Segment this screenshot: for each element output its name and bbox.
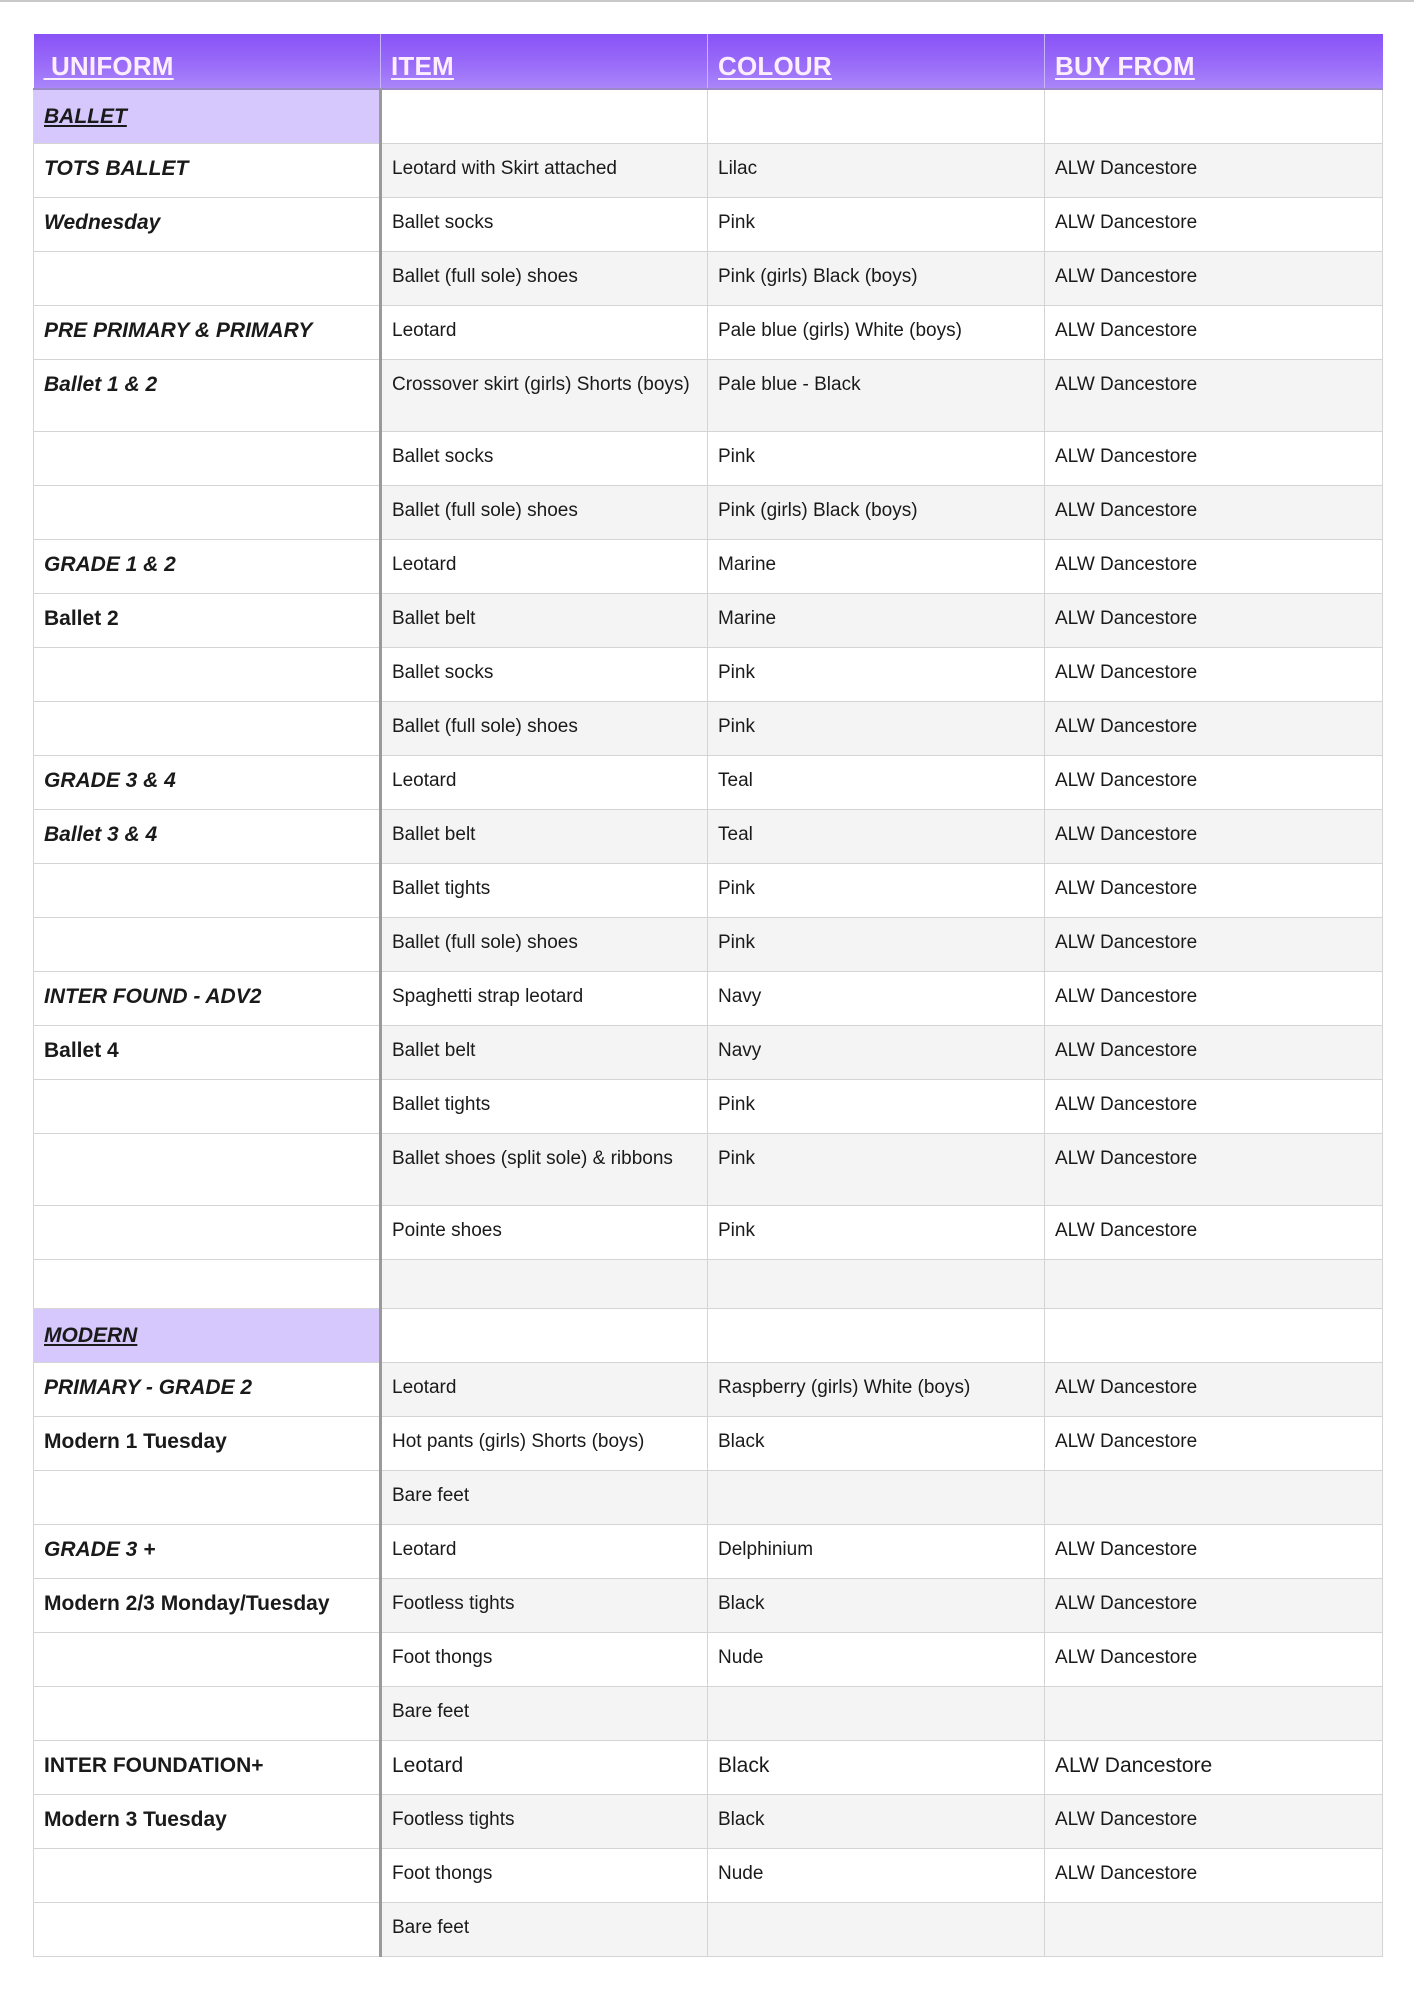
colour-cell: Pink (girls) Black (boys) xyxy=(708,251,1045,305)
uniform-cell: GRADE 3 + xyxy=(34,1524,381,1578)
item-cell: Leotard xyxy=(381,755,708,809)
colour-cell xyxy=(708,1470,1045,1524)
table-row xyxy=(34,539,1383,593)
table-row xyxy=(34,305,1383,359)
section-row-modern xyxy=(34,1308,1383,1362)
table-row xyxy=(34,1794,1383,1848)
buy-from-cell: ALW Dancestore xyxy=(1045,755,1383,809)
colour-cell: Black xyxy=(708,1740,1045,1794)
header-colour: COLOUR xyxy=(708,34,1045,89)
uniform-cell xyxy=(34,1470,381,1524)
item-cell: Foot thongs xyxy=(381,1848,708,1902)
table-cell xyxy=(34,1259,381,1308)
item-cell: Leotard xyxy=(381,305,708,359)
buy-from-cell: ALW Dancestore xyxy=(1045,1740,1383,1794)
section-title-ballet: BALLET xyxy=(34,89,381,143)
table-row xyxy=(34,431,1383,485)
table-row xyxy=(34,1524,1383,1578)
colour-cell: Teal xyxy=(708,755,1045,809)
buy-from-cell: ALW Dancestore xyxy=(1045,917,1383,971)
table-cell xyxy=(381,1259,708,1308)
uniform-cell xyxy=(34,251,381,305)
table-row xyxy=(34,755,1383,809)
table-cell xyxy=(381,1308,708,1362)
item-cell: Leotard xyxy=(381,1362,708,1416)
colour-cell: Pink xyxy=(708,1133,1045,1205)
uniform-cell xyxy=(34,1686,381,1740)
table-row xyxy=(34,1470,1383,1524)
section-title-modern: MODERN xyxy=(34,1308,381,1362)
buy-from-cell: ALW Dancestore xyxy=(1045,359,1383,431)
uniform-cell: PRIMARY - GRADE 2 xyxy=(34,1362,381,1416)
table-row xyxy=(34,197,1383,251)
table-row xyxy=(34,485,1383,539)
buy-from-cell: ALW Dancestore xyxy=(1045,1794,1383,1848)
top-divider xyxy=(0,0,1414,2)
header-uniform xyxy=(34,34,381,89)
colour-cell: Delphinium xyxy=(708,1524,1045,1578)
uniform-cell: Ballet 4 xyxy=(34,1025,381,1079)
colour-cell: Pink xyxy=(708,1205,1045,1259)
table-row xyxy=(34,251,1383,305)
table-row xyxy=(34,701,1383,755)
item-cell: Leotard xyxy=(381,1740,708,1794)
table-row xyxy=(34,863,1383,917)
uniform-cell xyxy=(34,917,381,971)
colour-cell: Black xyxy=(708,1416,1045,1470)
item-cell: Leotard xyxy=(381,539,708,593)
table-row xyxy=(34,1416,1383,1470)
colour-cell: Pale blue (girls) White (boys) xyxy=(708,305,1045,359)
buy-from-cell: ALW Dancestore xyxy=(1045,485,1383,539)
uniform-cell: Ballet 1 & 2 xyxy=(34,359,381,431)
uniform-cell xyxy=(34,1848,381,1902)
colour-cell xyxy=(708,1686,1045,1740)
colour-cell: Pink xyxy=(708,431,1045,485)
header-item: ITEM xyxy=(381,34,708,89)
item-cell: Bare feet xyxy=(381,1470,708,1524)
colour-cell: Nude xyxy=(708,1632,1045,1686)
uniform-cell: TOTS BALLET xyxy=(34,143,381,197)
buy-from-cell: ALW Dancestore xyxy=(1045,1079,1383,1133)
buy-from-cell: ALW Dancestore xyxy=(1045,539,1383,593)
uniform-cell xyxy=(34,1079,381,1133)
table-row xyxy=(34,809,1383,863)
colour-cell: Pink xyxy=(708,197,1045,251)
table-row xyxy=(34,1740,1383,1794)
item-cell: Leotard xyxy=(381,1524,708,1578)
table-row xyxy=(34,1133,1383,1205)
uniform-cell: INTER FOUNDATION+ xyxy=(34,1740,381,1794)
table-row xyxy=(34,359,1383,431)
buy-from-cell: ALW Dancestore xyxy=(1045,1524,1383,1578)
colour-cell xyxy=(708,1902,1045,1956)
table-cell xyxy=(708,1308,1045,1362)
table-cell xyxy=(381,89,708,143)
colour-cell: Navy xyxy=(708,971,1045,1025)
colour-cell: Pink xyxy=(708,917,1045,971)
colour-cell: Pink xyxy=(708,1079,1045,1133)
buy-from-cell: ALW Dancestore xyxy=(1045,593,1383,647)
uniform-cell: Modern 1 Tuesday xyxy=(34,1416,381,1470)
buy-from-cell xyxy=(1045,1902,1383,1956)
colour-cell: Nude xyxy=(708,1848,1045,1902)
table-cell xyxy=(1045,1308,1383,1362)
uniform-cell: Wednesday xyxy=(34,197,381,251)
section-row-ballet xyxy=(34,89,1383,143)
item-cell: Ballet belt xyxy=(381,593,708,647)
buy-from-cell: ALW Dancestore xyxy=(1045,647,1383,701)
buy-from-cell: ALW Dancestore xyxy=(1045,863,1383,917)
header-uniform-label: UNIFORM xyxy=(50,51,174,81)
colour-cell: Marine xyxy=(708,539,1045,593)
item-cell: Spaghetti strap leotard xyxy=(381,971,708,1025)
table-cell xyxy=(1045,1259,1383,1308)
item-cell: Footless tights xyxy=(381,1578,708,1632)
table-row xyxy=(34,593,1383,647)
buy-from-cell xyxy=(1045,1470,1383,1524)
item-cell: Hot pants (girls) Shorts (boys) xyxy=(381,1416,708,1470)
item-cell: Ballet tights xyxy=(381,863,708,917)
buy-from-cell: ALW Dancestore xyxy=(1045,971,1383,1025)
colour-cell: Black xyxy=(708,1578,1045,1632)
colour-cell: Pink xyxy=(708,647,1045,701)
item-cell: Ballet (full sole) shoes xyxy=(381,485,708,539)
buy-from-cell: ALW Dancestore xyxy=(1045,1133,1383,1205)
table-row xyxy=(34,1686,1383,1740)
buy-from-cell: ALW Dancestore xyxy=(1045,1848,1383,1902)
item-cell: Foot thongs xyxy=(381,1632,708,1686)
table-row xyxy=(34,1902,1383,1956)
item-cell: Ballet socks xyxy=(381,431,708,485)
header-buy-from: BUY FROM xyxy=(1045,34,1383,89)
item-cell: Ballet (full sole) shoes xyxy=(381,251,708,305)
item-cell: Bare feet xyxy=(381,1902,708,1956)
table-cell xyxy=(708,1259,1045,1308)
item-cell: Pointe shoes xyxy=(381,1205,708,1259)
item-cell: Leotard with Skirt attached xyxy=(381,143,708,197)
uniform-cell: INTER FOUND - ADV2 xyxy=(34,971,381,1025)
item-cell: Ballet socks xyxy=(381,197,708,251)
item-cell: Ballet belt xyxy=(381,1025,708,1079)
colour-cell: Black xyxy=(708,1794,1045,1848)
uniform-cell xyxy=(34,1133,381,1205)
buy-from-cell: ALW Dancestore xyxy=(1045,809,1383,863)
buy-from-cell: ALW Dancestore xyxy=(1045,1025,1383,1079)
colour-cell: Raspberry (girls) White (boys) xyxy=(708,1362,1045,1416)
item-cell: Ballet belt xyxy=(381,809,708,863)
uniform-cell: GRADE 3 & 4 xyxy=(34,755,381,809)
table-row xyxy=(34,917,1383,971)
table-row xyxy=(34,1848,1383,1902)
buy-from-cell: ALW Dancestore xyxy=(1045,1578,1383,1632)
table-cell xyxy=(1045,89,1383,143)
buy-from-cell: ALW Dancestore xyxy=(1045,1205,1383,1259)
buy-from-cell: ALW Dancestore xyxy=(1045,251,1383,305)
uniform-cell: Ballet 3 & 4 xyxy=(34,809,381,863)
colour-cell: Pale blue - Black xyxy=(708,359,1045,431)
buy-from-cell: ALW Dancestore xyxy=(1045,701,1383,755)
buy-from-cell: ALW Dancestore xyxy=(1045,1362,1383,1416)
item-cell: Ballet socks xyxy=(381,647,708,701)
table-row xyxy=(34,143,1383,197)
uniform-cell xyxy=(34,647,381,701)
colour-cell: Pink xyxy=(708,863,1045,917)
table-row xyxy=(34,1362,1383,1416)
colour-cell: Pink (girls) Black (boys) xyxy=(708,485,1045,539)
uniform-cell: PRE PRIMARY & PRIMARY xyxy=(34,305,381,359)
item-cell: Crossover skirt (girls) Shorts (boys) xyxy=(381,359,708,431)
table-row xyxy=(34,1578,1383,1632)
buy-from-cell: ALW Dancestore xyxy=(1045,1416,1383,1470)
item-cell: Ballet (full sole) shoes xyxy=(381,701,708,755)
colour-cell: Navy xyxy=(708,1025,1045,1079)
header-row xyxy=(34,34,1383,89)
item-cell: Ballet (full sole) shoes xyxy=(381,917,708,971)
colour-cell: Lilac xyxy=(708,143,1045,197)
item-cell: Ballet tights xyxy=(381,1079,708,1133)
table-row xyxy=(34,1205,1383,1259)
uniform-cell xyxy=(34,1205,381,1259)
uniform-cell: Modern 2/3 Monday/Tuesday xyxy=(34,1578,381,1632)
uniform-cell xyxy=(34,701,381,755)
spacer-row xyxy=(34,1259,1383,1308)
uniform-cell xyxy=(34,863,381,917)
colour-cell: Marine xyxy=(708,593,1045,647)
uniform-cell xyxy=(34,485,381,539)
table-row xyxy=(34,1079,1383,1133)
table-row xyxy=(34,647,1383,701)
buy-from-cell: ALW Dancestore xyxy=(1045,1632,1383,1686)
uniform-cell xyxy=(34,1632,381,1686)
uniform-cell: Ballet 2 xyxy=(34,593,381,647)
colour-cell: Pink xyxy=(708,701,1045,755)
table-row xyxy=(34,1025,1383,1079)
uniform-table xyxy=(33,34,1383,1957)
uniform-cell: GRADE 1 & 2 xyxy=(34,539,381,593)
item-cell: Bare feet xyxy=(381,1686,708,1740)
table-row xyxy=(34,971,1383,1025)
buy-from-cell: ALW Dancestore xyxy=(1045,197,1383,251)
buy-from-cell: ALW Dancestore xyxy=(1045,431,1383,485)
uniform-cell: Modern 3 Tuesday xyxy=(34,1794,381,1848)
buy-from-cell xyxy=(1045,1686,1383,1740)
item-cell: Ballet shoes (split sole) & ribbons xyxy=(381,1133,708,1205)
colour-cell: Teal xyxy=(708,809,1045,863)
uniform-cell xyxy=(34,431,381,485)
table-row xyxy=(34,1632,1383,1686)
table-cell xyxy=(708,89,1045,143)
buy-from-cell: ALW Dancestore xyxy=(1045,305,1383,359)
uniform-cell xyxy=(34,1902,381,1956)
item-cell: Footless tights xyxy=(381,1794,708,1848)
buy-from-cell: ALW Dancestore xyxy=(1045,143,1383,197)
